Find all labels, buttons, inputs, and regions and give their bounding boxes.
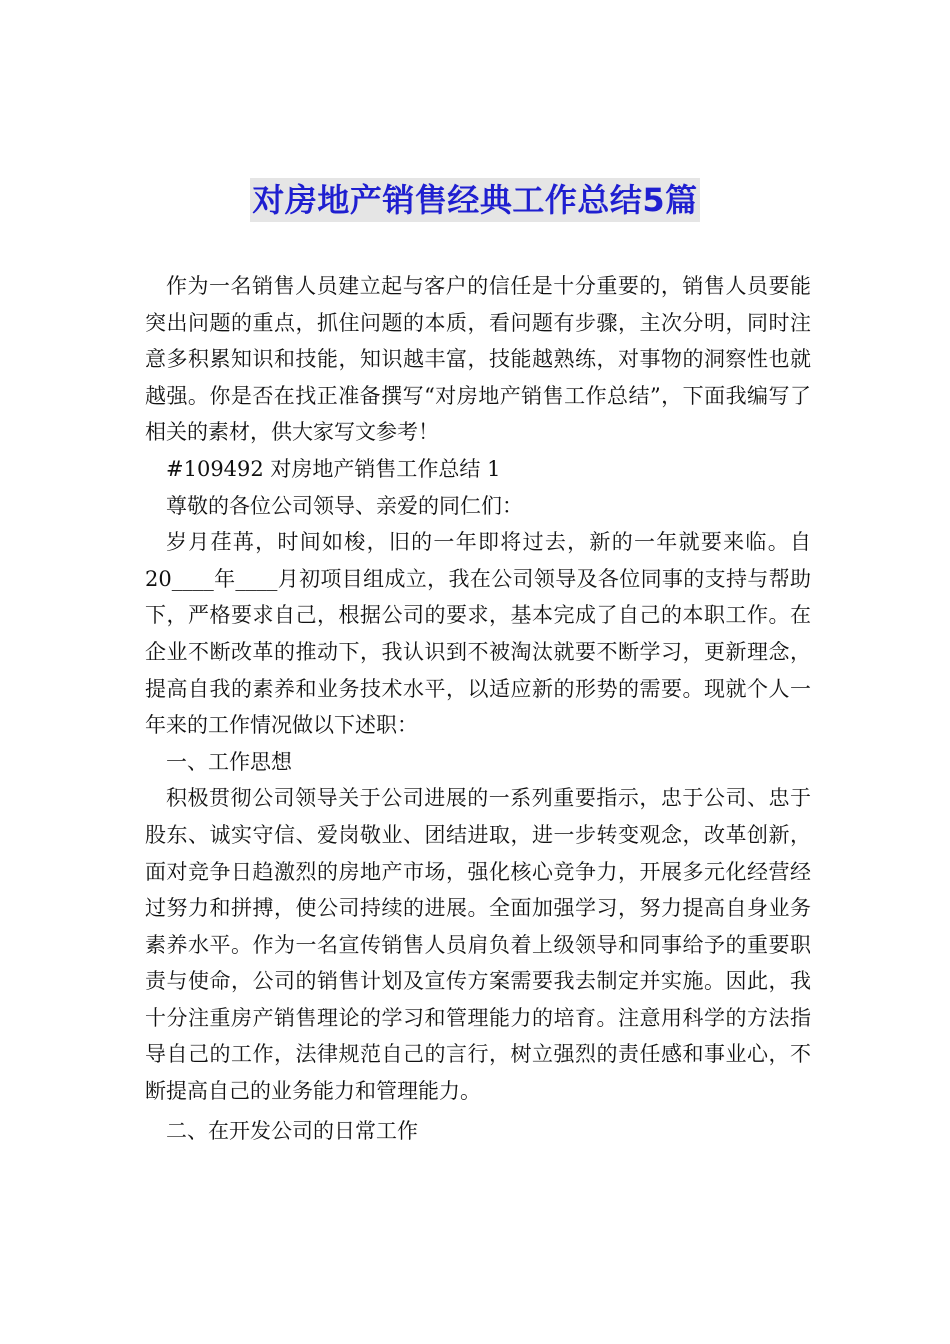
paragraph-heading-work-thought: 一、工作思想 xyxy=(166,749,292,774)
title-container xyxy=(0,178,950,222)
paragraph-opening: 岁月荏苒，时间如梭，旧的一年即将过去，新的一年就要来临。自20____年____月初项目组成立，我在公司领导及各位同事的支持与帮助下，严格要求自己，根据公司的要求，基本完成了自己的本职工作。在企业不断改革的推动下，我认识到不被淘汰就要不断学习，更新理念，提高自我的素养和业务技术水平，以适应新的形势的需要。现就个人一年来的工作情况做以下述职： xyxy=(145,530,811,738)
paragraph-intro: 作为一名销售人员建立起与客户的信任是十分重要的，销售人员要能突出问题的重点，抓住问题的本质，看问题有步骤，主次分明，同时注意多积累知识和技能，知识越丰富，技能越熟练，对事物的洞察性也就越强。你是否在找正准备撰写“对房地产销售工作总结”，下面我编写了相关的素材，供大家写文参考！ xyxy=(145,274,811,445)
paragraph-heading-daily-work: 二、在开发公司的日常工作 xyxy=(166,1118,418,1143)
paragraph-section-heading: #109492 对房地产销售工作总结 1 xyxy=(166,456,501,481)
document-title: 对房地产销售经典工作总结5篇 xyxy=(250,178,699,222)
paragraph-salutation: 尊敬的各位公司领导、亲爱的同仁们： xyxy=(166,493,523,518)
paragraph-work-thought: 积极贯彻公司领导关于公司进展的一系列重要指示，忠于公司、忠于股东、诚实守信、爱岗敬业、团结进取，进一步转变观念，改革创新，面对竞争日趋激烈的房地产市场，强化核心竞争力，开展多元化经营经过努力和拼搏，使公司持续的进展。全面加强学习，努力提高自身业务素养水平。作为一名宣传销售人员肩负着上级领导和同事给予的重要职责与使命，公司的销售计划及宣传方案需要我去制定并实施。因此，我十分注重房产销售理论的学习和管理能力的培育。注意用科学的方法指导自己的工作，法律规范自己的言行，树立强烈的责任感和事业心，不断提高自己的业务能力和管理能力。 xyxy=(145,786,811,1104)
document-body xyxy=(145,268,811,1149)
